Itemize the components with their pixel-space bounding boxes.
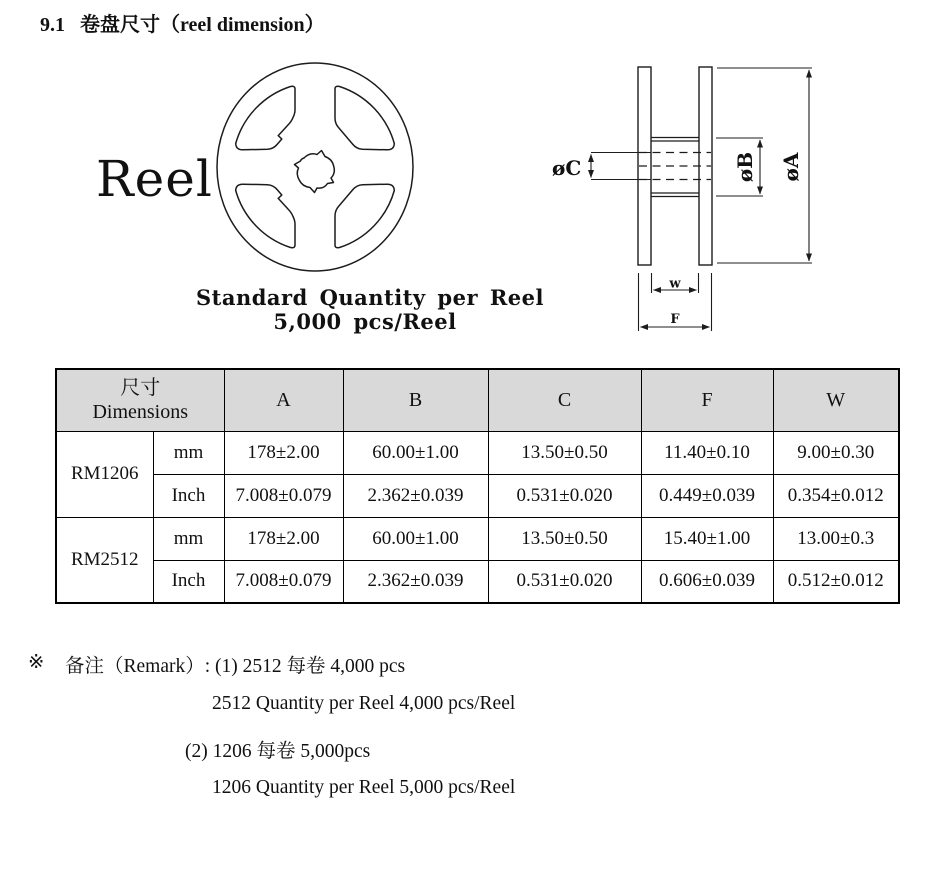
section-title-text: 卷盘尺寸（reel dimension）	[80, 14, 325, 36]
value-cell: 13.00±0.3	[773, 517, 899, 560]
reel-label: Reel	[96, 150, 213, 208]
remark-line-3: (2) 1206 每卷 5,000pcs	[185, 741, 371, 762]
table-row	[56, 560, 899, 603]
value-cell: 0.354±0.012	[773, 474, 899, 517]
value-cell: 60.00±1.00	[343, 517, 488, 560]
unit-cell: Inch	[153, 560, 224, 603]
table-row	[56, 431, 899, 474]
unit-cell: mm	[153, 431, 224, 474]
caption-line-1: Standard Quantity per Reel	[196, 285, 544, 310]
col-header-c: C	[488, 369, 641, 431]
reel-side-view	[552, 67, 812, 331]
value-cell: 11.40±0.10	[641, 431, 773, 474]
unit-cell: mm	[153, 517, 224, 560]
dim-label-f: F	[670, 312, 680, 327]
caption-line-2: 5,000 pcs/Reel	[273, 308, 457, 334]
dims-header-zh: 尺寸	[120, 377, 161, 400]
value-cell: 13.50±0.50	[488, 517, 641, 560]
dim-a	[717, 68, 812, 263]
value-cell: 9.00±0.30	[773, 431, 899, 474]
section-number: 9.1	[40, 14, 65, 36]
dim-label-a: øA	[779, 152, 803, 182]
dims-header	[56, 369, 224, 431]
reel-caption	[196, 285, 544, 334]
unit-cell: Inch	[153, 474, 224, 517]
dim-label-b: øB	[733, 151, 757, 183]
value-cell: 2.362±0.039	[343, 560, 488, 603]
value-cell: 178±2.00	[224, 517, 343, 560]
value-cell: 13.50±0.50	[488, 431, 641, 474]
value-cell: 0.531±0.020	[488, 474, 641, 517]
table-row	[56, 517, 899, 560]
value-cell: 15.40±1.00	[641, 517, 773, 560]
remark-line-1: 备注（Remark）: (1) 2512 每卷 4,000 pcs	[65, 656, 406, 677]
col-header-b: B	[343, 369, 488, 431]
col-header-f: F	[641, 369, 773, 431]
hub-hole	[295, 151, 335, 193]
value-cell: 7.008±0.079	[224, 474, 343, 517]
value-cell: 0.512±0.012	[773, 560, 899, 603]
remark-line-2: 2512 Quantity per Reel 4,000 pcs/Reel	[212, 693, 516, 714]
model-cell: RM2512	[56, 517, 153, 603]
value-cell: 0.531±0.020	[488, 560, 641, 603]
value-cell: 178±2.00	[224, 431, 343, 474]
table-row	[56, 474, 899, 517]
value-cell: 0.449±0.039	[641, 474, 773, 517]
model-cell: RM1206	[56, 431, 153, 517]
dims-header-en: Dimensions	[92, 401, 189, 424]
value-cell: 2.362±0.039	[343, 474, 488, 517]
dim-label-c: øC	[552, 156, 582, 180]
dim-b	[716, 138, 763, 196]
reel-front-view	[217, 63, 413, 271]
value-cell: 7.008±0.079	[224, 560, 343, 603]
col-header-a: A	[224, 369, 343, 431]
remark-marker: ※	[28, 652, 45, 673]
dim-c	[552, 153, 651, 181]
remark-line-4: 1206 Quantity per Reel 5,000 pcs/Reel	[212, 777, 516, 798]
value-cell: 0.606±0.039	[641, 560, 773, 603]
dim-w	[652, 273, 699, 293]
col-header-w: W	[773, 369, 899, 431]
dim-label-w: w	[669, 276, 681, 292]
dimensions-table	[55, 368, 900, 604]
value-cell: 60.00±1.00	[343, 431, 488, 474]
